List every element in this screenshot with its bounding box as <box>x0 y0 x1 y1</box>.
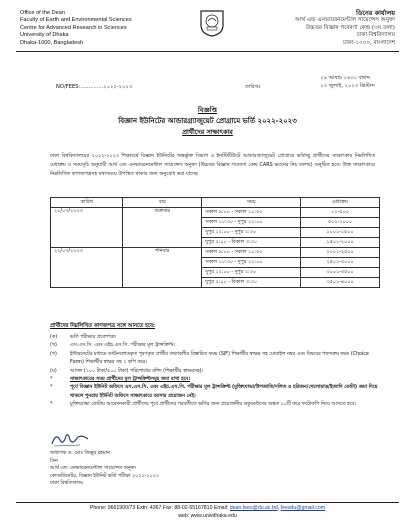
letterhead-line: উচ্চতর বিজ্ঞান গবেষণা কেন্দ্র (৩য় তলা) <box>305 24 395 31</box>
rank-cell: ৫০১-১০০০ <box>301 218 380 228</box>
notice-heading: বিজ্ঞপ্তি <box>197 106 218 114</box>
list-marker: (ক) <box>50 335 58 340</box>
column-header: সময় <box>202 198 301 208</box>
notice-title <box>0 105 415 138</box>
list-text: ইন্টারনেটের মাধ্যমে ডাউনলোডকৃত পূরণকৃত প্রার্থীর তথ্যাবলীর বিস্তারিত ফরম (SIF) শিক্ষার্থীর স্বাক্ষর সহ মোবাইল নম্বর এবং বিষয়ের পছন্দক্রম ফরম (Choice Form) শিক্ষার্থীর স্বাক্ষর সহ ২ কপি করে। <box>70 351 369 366</box>
list-text: মুক্তিযোদ্ধা কোটায় আবেদনকারী প্রার্থীদের পূর্বে প্রার্থীদের পরবর্তীতে ভর্তির জন্য প্রয়োজনীয় ডকুমেন্টসের অন্তত ১০টি করে ফটোকপি নিয়ে আসতে হবে। <box>70 402 356 408</box>
letterhead-line: আর্থ এন্ড এনভায়রনমেন্টাল সায়েন্সেস অনুষদ <box>294 17 395 24</box>
footer-divider <box>16 502 399 503</box>
signer-block <box>50 450 159 488</box>
reference-number: NO/FEES:..............২০২২-২০২৩ <box>56 84 133 90</box>
time-cell: সকাল ৯:০০ - সকাল ১০:৩০ <box>202 248 301 258</box>
list-marker: * <box>50 402 53 408</box>
documents-heading: প্রার্থীদের নিম্নলিখিত কাগজপত্র সঙ্গে আনতে হবে: <box>50 323 156 329</box>
time-cell: দুপুর ১২:০০ - দুপুর ১:৩০ <box>202 268 301 278</box>
rank-cell: ১০০১-১৫০০ <box>301 228 380 238</box>
letterhead-line: ডিনের কার্যালয় <box>355 9 395 17</box>
time-cell: দুপুর ১২:০০ - দুপুর ১:৩০ <box>202 228 301 238</box>
rank-cell: ১৫০১-২০০০ <box>301 238 380 248</box>
date-cell: ২২/০৭/২০২৩ <box>51 248 123 288</box>
email-link-alt[interactable]: feesdu@gmail.com <box>280 505 326 511</box>
time-cell: সকাল ১০:৩০ - দুপুর ১২:০০ <box>202 218 301 228</box>
footer-web <box>0 513 415 521</box>
notice-subtitle: প্রার্থীদের সাক্ষাৎকার <box>182 128 233 136</box>
signature-icon <box>50 430 90 448</box>
table-header-row <box>51 198 380 208</box>
list-text: আসল (১০০ টাকা/৫০০ টাকা) পরিশোধের রশিদ (শিক্ষার্থীর স্বাক্ষরসহ)। <box>70 368 204 374</box>
list-item <box>50 351 378 368</box>
footer <box>0 505 415 520</box>
date-label: তারিখঃ <box>245 84 261 90</box>
list-item <box>50 334 378 342</box>
letterhead-line: Dhaka-1000, Bangladesh <box>20 39 84 46</box>
list-item <box>50 368 378 376</box>
footer-separator: , <box>277 505 281 511</box>
day-cell: শনিবার <box>123 248 202 288</box>
time-cell: দুপুর ২:০০ - বিকাল ৩:৩০ <box>202 278 301 288</box>
letterhead-line: ঢাকা-১০০০, বাংলাদেশ <box>343 39 395 46</box>
letterhead-english <box>20 10 132 47</box>
list-item <box>50 384 378 401</box>
letterhead-line: ঢাকা বিশ্ববিদ্যালয় <box>356 32 395 39</box>
table-row <box>51 208 380 218</box>
list-marker: * <box>50 385 53 391</box>
list-marker: (ঘ) <box>50 368 57 374</box>
web-link[interactable]: www.univdhaka.edu <box>190 512 237 519</box>
rank-cell: ৩৫০১-৪০০০ <box>301 278 380 288</box>
list-text: ভর্তি পরীক্ষার প্রবেশপত্র। <box>70 335 117 340</box>
rank-cell: ২৫০১-৩০০০ <box>301 258 380 268</box>
list-text: পূর্বে বিজ্ঞান ইউনিট অফিসে এস.এস.সি. এবং এইচ.এস.সি. পরীক্ষার মূল ট্রান্সক্রিপ্ট (মুক্তিযোদ্ধা/উপজাতি/দলিত ও হরিজন/খেলোয়াড়/ইত্যাদি কোটা) জমা দিয়ে থাকলে পুনরায় ইউনিট অফিসে সাক্ষাৎকারে আসার প্রয়োজন নেই। <box>70 385 378 399</box>
table-row <box>51 248 380 258</box>
notice-subject: বিজ্ঞান ইউনিটের আন্ডারগ্র্যাজুয়েট প্রোগ্রামে ভর্তি ২০২২-২০২৩ <box>118 117 297 125</box>
date-cell: ২১/০৭/২০২৩ <box>51 208 123 248</box>
signer-line: আর্থ এন্ড এনভায়রনমেন্টাল সায়েন্সেস অনুষদ <box>50 466 136 472</box>
warning-text: সাক্ষাৎকারের সময় প্রার্থীদের মূল ট্রান্সক্রিপ্টসমূহ জমা রাখা হবে। <box>70 377 190 383</box>
letterhead-line: Faculty of Earth and Environmental Sciences <box>20 17 132 24</box>
email-link[interactable]: dean.fees@du.ac.bd <box>229 505 278 511</box>
list-marker: (গ) <box>50 351 57 357</box>
letterhead-bangla <box>295 10 395 47</box>
interview-schedule-table <box>50 197 380 288</box>
rank-cell: ০১-৫০০ <box>301 208 380 218</box>
signer-line: ডিন <box>50 458 58 464</box>
letterhead-line: Centre for Advanced Research in Sciences <box>20 24 127 31</box>
web-label: web: <box>178 512 191 519</box>
time-cell: সকাল ৯:০০ - সকাল ১০:৩০ <box>202 208 301 218</box>
column-header: তারিখ <box>51 198 123 208</box>
column-header: বার <box>123 198 202 208</box>
signer-name: অধ্যাপক ড. মোঃ জিল্লুর রহমান <box>50 451 110 456</box>
header-divider <box>16 51 399 52</box>
date-bangla: ২৯ আষাঢ় ১৪৩০ বঙ্গাব্দ <box>320 75 371 81</box>
university-logo-icon <box>199 9 225 37</box>
list-text: এস.এস.সি. এবং এইচ.এস.সি. পরীক্ষার মূল ট্রান্সক্রিপ্ট। <box>70 343 175 349</box>
time-cell: সকাল ১০:৩০ - দুপুর ১২:০০ <box>202 258 301 268</box>
list-item <box>50 342 378 350</box>
rank-cell: ২০০১-২৫০০ <box>301 248 380 258</box>
date-block <box>320 74 375 90</box>
footer-contact <box>0 505 415 513</box>
signer-line: ঢাকা বিশ্ববিদ্যালয় <box>50 481 83 487</box>
warning-note <box>50 376 378 384</box>
footer-contact-text: Phone: 9661900/73 Extn: 4367 Fax: 88-02-55167810 Email: <box>89 505 230 511</box>
list-item <box>50 401 378 409</box>
date-gregorian: ১৩ জুলাই, ২০২৩ খ্রিস্টাব্দ <box>320 83 375 89</box>
documents-list <box>50 334 378 410</box>
list-marker: (খ) <box>50 343 57 349</box>
signer-line: কোঅর্ডিনেটর, বিজ্ঞান ইউনিট ভর্তি পরীক্ষা ২০২২-২০২৩ <box>50 473 159 479</box>
time-cell: দুপুর ২:০০ - বিকাল ৩:৩০ <box>202 238 301 248</box>
notice-body: ঢাকা বিশ্ববিদ্যালয়ের ২০২২-২০২৩ শিক্ষাবর্ষে বিজ্ঞান ইউনিটের অন্তর্ভুক্ত বিভাগ ও ইনস্টিটিউটে আন্ডারগ্র্যাজুয়েট প্রোগ্রামে ভর্তিচ্ছু প্রার্থীদের সাক্ষাৎকার নিম্নলিখিত মেধাক্রম ও সময়সূচি অনুযায়ী আর্থ এন্ড এনভায়রনমেন্টাল সায়েন্সেস অনুষদ (উচ্চতর বিজ্ঞান গবেষণা কেন্দ্র CARS ভবনের নিচ তলায়) অনুষ্ঠিত হবে। উক্ত সাক্ষাৎকারে নিম্নলিখিত কাগজপত্রসহ যথাসময়ে উপস্থিত থাকার জন্য অনুরোধ করা যাচ্ছে। <box>50 153 375 177</box>
letterhead-line: Office of the Dean <box>20 10 65 16</box>
day-cell: শুক্রবার <box>123 208 202 248</box>
column-header: মেধাক্রম <box>301 198 380 208</box>
rank-cell: ৩০০১-৩৫০০ <box>301 268 380 278</box>
letterhead-line: University of Dhaka <box>20 32 69 39</box>
list-marker: * <box>50 377 53 383</box>
